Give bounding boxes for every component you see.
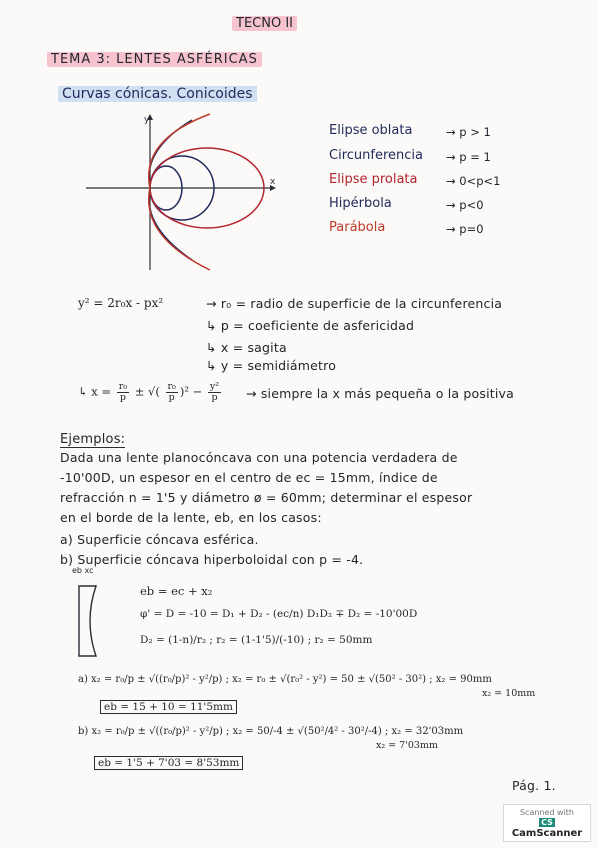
case-b: b) Superficie cóncava hiperboloidal con p = -4. [60, 552, 364, 567]
course-title-text: TECNO II [236, 16, 293, 31]
statement-line-2: -10'00D, un espesor en el centro de ec = 15mm, índice de [60, 470, 438, 485]
conic-diagram [82, 110, 282, 278]
solution-formula: ↳ x = $\frac{\text{r₀}}{p}$ ± √( $\frac{\text{r₀}}{p}$ )² − $\frac{\text{y²}}{p}$ [78, 381, 220, 403]
case-a-result [100, 700, 237, 714]
eq-power: φ' = D = -10 = D₁ + D₂ - (ec/n) D₁D₂ ∓ D₂ = -10'00D [140, 608, 418, 620]
case-b-result-text: eb = 1'5 + 7'03 = 8'53mm [98, 757, 240, 769]
section-title-text: Curvas cónicas. Conicoides [62, 86, 253, 102]
legend-oblate: Elipse oblata [329, 123, 413, 138]
def-r0: → r₀ = radio de superficie de la circunferencia [206, 296, 503, 311]
r0-over-p-frac: $\frac{\text{r₀}}{p}$ [118, 381, 128, 403]
case-b-alt: x₂ = 7'03mm [376, 740, 438, 751]
case-b-equation: b) x₂ = r₀/p ± √((r₀/p)² - y²/p) ; x₂ = 50/-4 ± √(50²/4² - 30²/-4) ; x₂ = 32'03mm [78, 726, 464, 737]
legend-circumference: Circunferencia [329, 148, 423, 163]
legend-prolate: Elipse prolata [329, 172, 418, 187]
course-title [232, 16, 297, 31]
legend-hyperbola: Hipérbola [329, 196, 392, 211]
case-a-equation: a) x₂ = r₀/p ± √((r₀/p)² - y²/p) ; x₂ = r₀ ± √(r₀² - y²) = 50 ± √(50² - 30²) ; x₂ = 90mm [78, 674, 492, 685]
topic-title-text: TEMA 3: LENTES ASFÉRICAS [51, 52, 258, 67]
def-x: ↳ x = sagita [206, 340, 287, 355]
solution-note: → siempre la x más pequeña o la positiva [246, 386, 515, 401]
case-a-alt: x₂ = 10mm [482, 688, 536, 699]
def-p: ↳ p = coeficiente de asfericidad [206, 318, 415, 333]
legend-circumference-cond: → p = 1 [446, 150, 491, 164]
legend-prolate-cond: → 0<p<1 [446, 174, 501, 188]
statement-line-4: en el borde de la lente, eb, en los casos: [60, 510, 322, 525]
case-a: a) Superficie cóncava esférica. [60, 532, 259, 547]
watermark-brand [504, 817, 590, 839]
section-title [58, 86, 257, 102]
statement-line-1: Dada una lente planocóncava con una potencia verdadera de [60, 450, 458, 465]
case-a-result-text: eb = 15 + 10 = 11'5mm [104, 701, 233, 713]
camscanner-logo-icon: CS [541, 818, 553, 827]
eq-edge-thickness: eb = ec + x₂ [140, 584, 213, 598]
def-y: ↳ y = semidiámetro [206, 358, 337, 373]
watermark-brand-text: CamScanner [511, 828, 583, 839]
legend-parabola-cond: → p=0 [446, 222, 484, 236]
page-number: Pág. 1. [512, 778, 556, 793]
legend-hyperbola-cond: → p<0 [446, 198, 484, 212]
solution-lead: ↳ x = [78, 384, 112, 399]
examples-title: Ejemplos: [60, 432, 126, 447]
r0-over-p-sq-frac: $\frac{\text{r₀}}{p}$ [167, 381, 176, 403]
hyperbola-curve [149, 120, 192, 260]
eq-radius: D₂ = (1-n)/r₂ ; r₂ = (1-1'5)/(-10) ; r₂ = 50mm [140, 634, 373, 646]
legend-parabola: Parábola [329, 220, 386, 235]
lens-figure-labels: eb xc [72, 566, 94, 575]
y-axis-label: y [144, 115, 150, 125]
x-axis-label: x [270, 177, 276, 187]
topic-title [47, 52, 262, 67]
legend-oblate-cond: → p > 1 [446, 125, 491, 139]
conic-equation: y² = 2r₀x - px² [78, 296, 164, 310]
lens-sketch [76, 584, 100, 658]
camscanner-watermark [503, 804, 591, 842]
case-b-result [94, 756, 243, 770]
watermark-top: Scanned with [519, 808, 575, 817]
y2-over-p-frac: $\frac{\text{y²}}{p}$ [209, 381, 220, 403]
statement-line-3: refracción n = 1'5 y diámetro ø = 60mm; determinar el espesor [60, 490, 473, 505]
parabola-curve [149, 114, 210, 270]
